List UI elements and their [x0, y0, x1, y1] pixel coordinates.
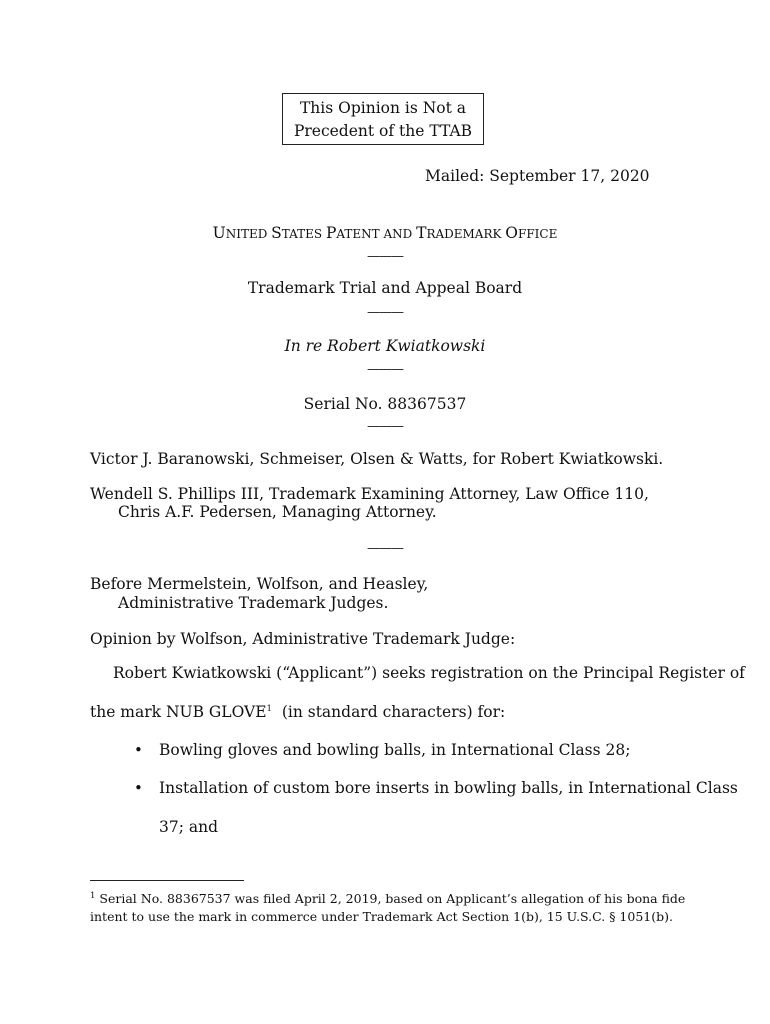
list-item: Installation of custom bore inserts in bowling balls, in International Class: [159, 779, 738, 797]
footnote-ref[interactable]: 1: [266, 703, 272, 714]
examining-attorney-line1: Wendell S. Phillips III, Trademark Examining Attorney, Law Office 110,: [90, 485, 649, 503]
footnote-divider: [90, 880, 244, 881]
bullet-icon: •: [134, 741, 143, 759]
board-name: Trademark Trial and Appeal Board: [247, 279, 523, 297]
footnote-line1: $^1$ Serial No. 88367537 was filed April 2, 2019, based on Applicant’s allegation of his bona fide: [90, 890, 686, 906]
opinion-author: Opinion by Wolfson, Administrative Trademark Judge:: [90, 630, 516, 648]
office-heading: UNITED STATES PATENT AND TRADEMARK OFFICE: [212, 224, 558, 242]
list-item: Bowling gloves and bowling balls, in International Class 28;: [159, 741, 631, 759]
panel-line1: Before Mermelstein, Wolfson, and Heasley,: [90, 575, 429, 593]
separator: ———: [367, 541, 403, 556]
examining-attorney-line2: Chris A.F. Pedersen, Managing Attorney.: [118, 503, 437, 521]
list-item-continued: 37; and: [159, 818, 219, 836]
paragraph-line: Robert Kwiatkowski (“Applicant”) seeks registration on the Principal Register of: [113, 664, 745, 682]
footnote-marker: 1: [90, 890, 96, 901]
paragraph-line: the mark NUB GLOVE$^1$ (in standard characters) for:: [90, 703, 506, 721]
case-caption: In re Robert Kwiatkowski: [284, 337, 486, 355]
serial-number: Serial No. 88367537: [303, 395, 467, 413]
footnote-line2: intent to use the mark in commerce under Trademark Act Section 1(b), 15 U.S.C. § 1051(b).: [90, 909, 673, 924]
panel-line2: Administrative Trademark Judges.: [118, 594, 389, 612]
separator: ———: [367, 305, 403, 320]
separator: ———: [367, 362, 403, 377]
bullet-icon: •: [134, 779, 143, 797]
mailed-date: Mailed: September 17, 2020: [425, 167, 650, 185]
applicant-counsel: Victor J. Baranowski, Schmeiser, Olsen & Watts, for Robert Kwiatkowski.: [90, 450, 664, 468]
precedent-notice-line2: Precedent of the TTAB: [293, 122, 473, 140]
separator: ———: [367, 249, 403, 264]
separator: ———: [367, 419, 403, 434]
precedent-notice-box: [282, 93, 484, 145]
precedent-notice-line1: This Opinion is Not a: [299, 99, 467, 117]
